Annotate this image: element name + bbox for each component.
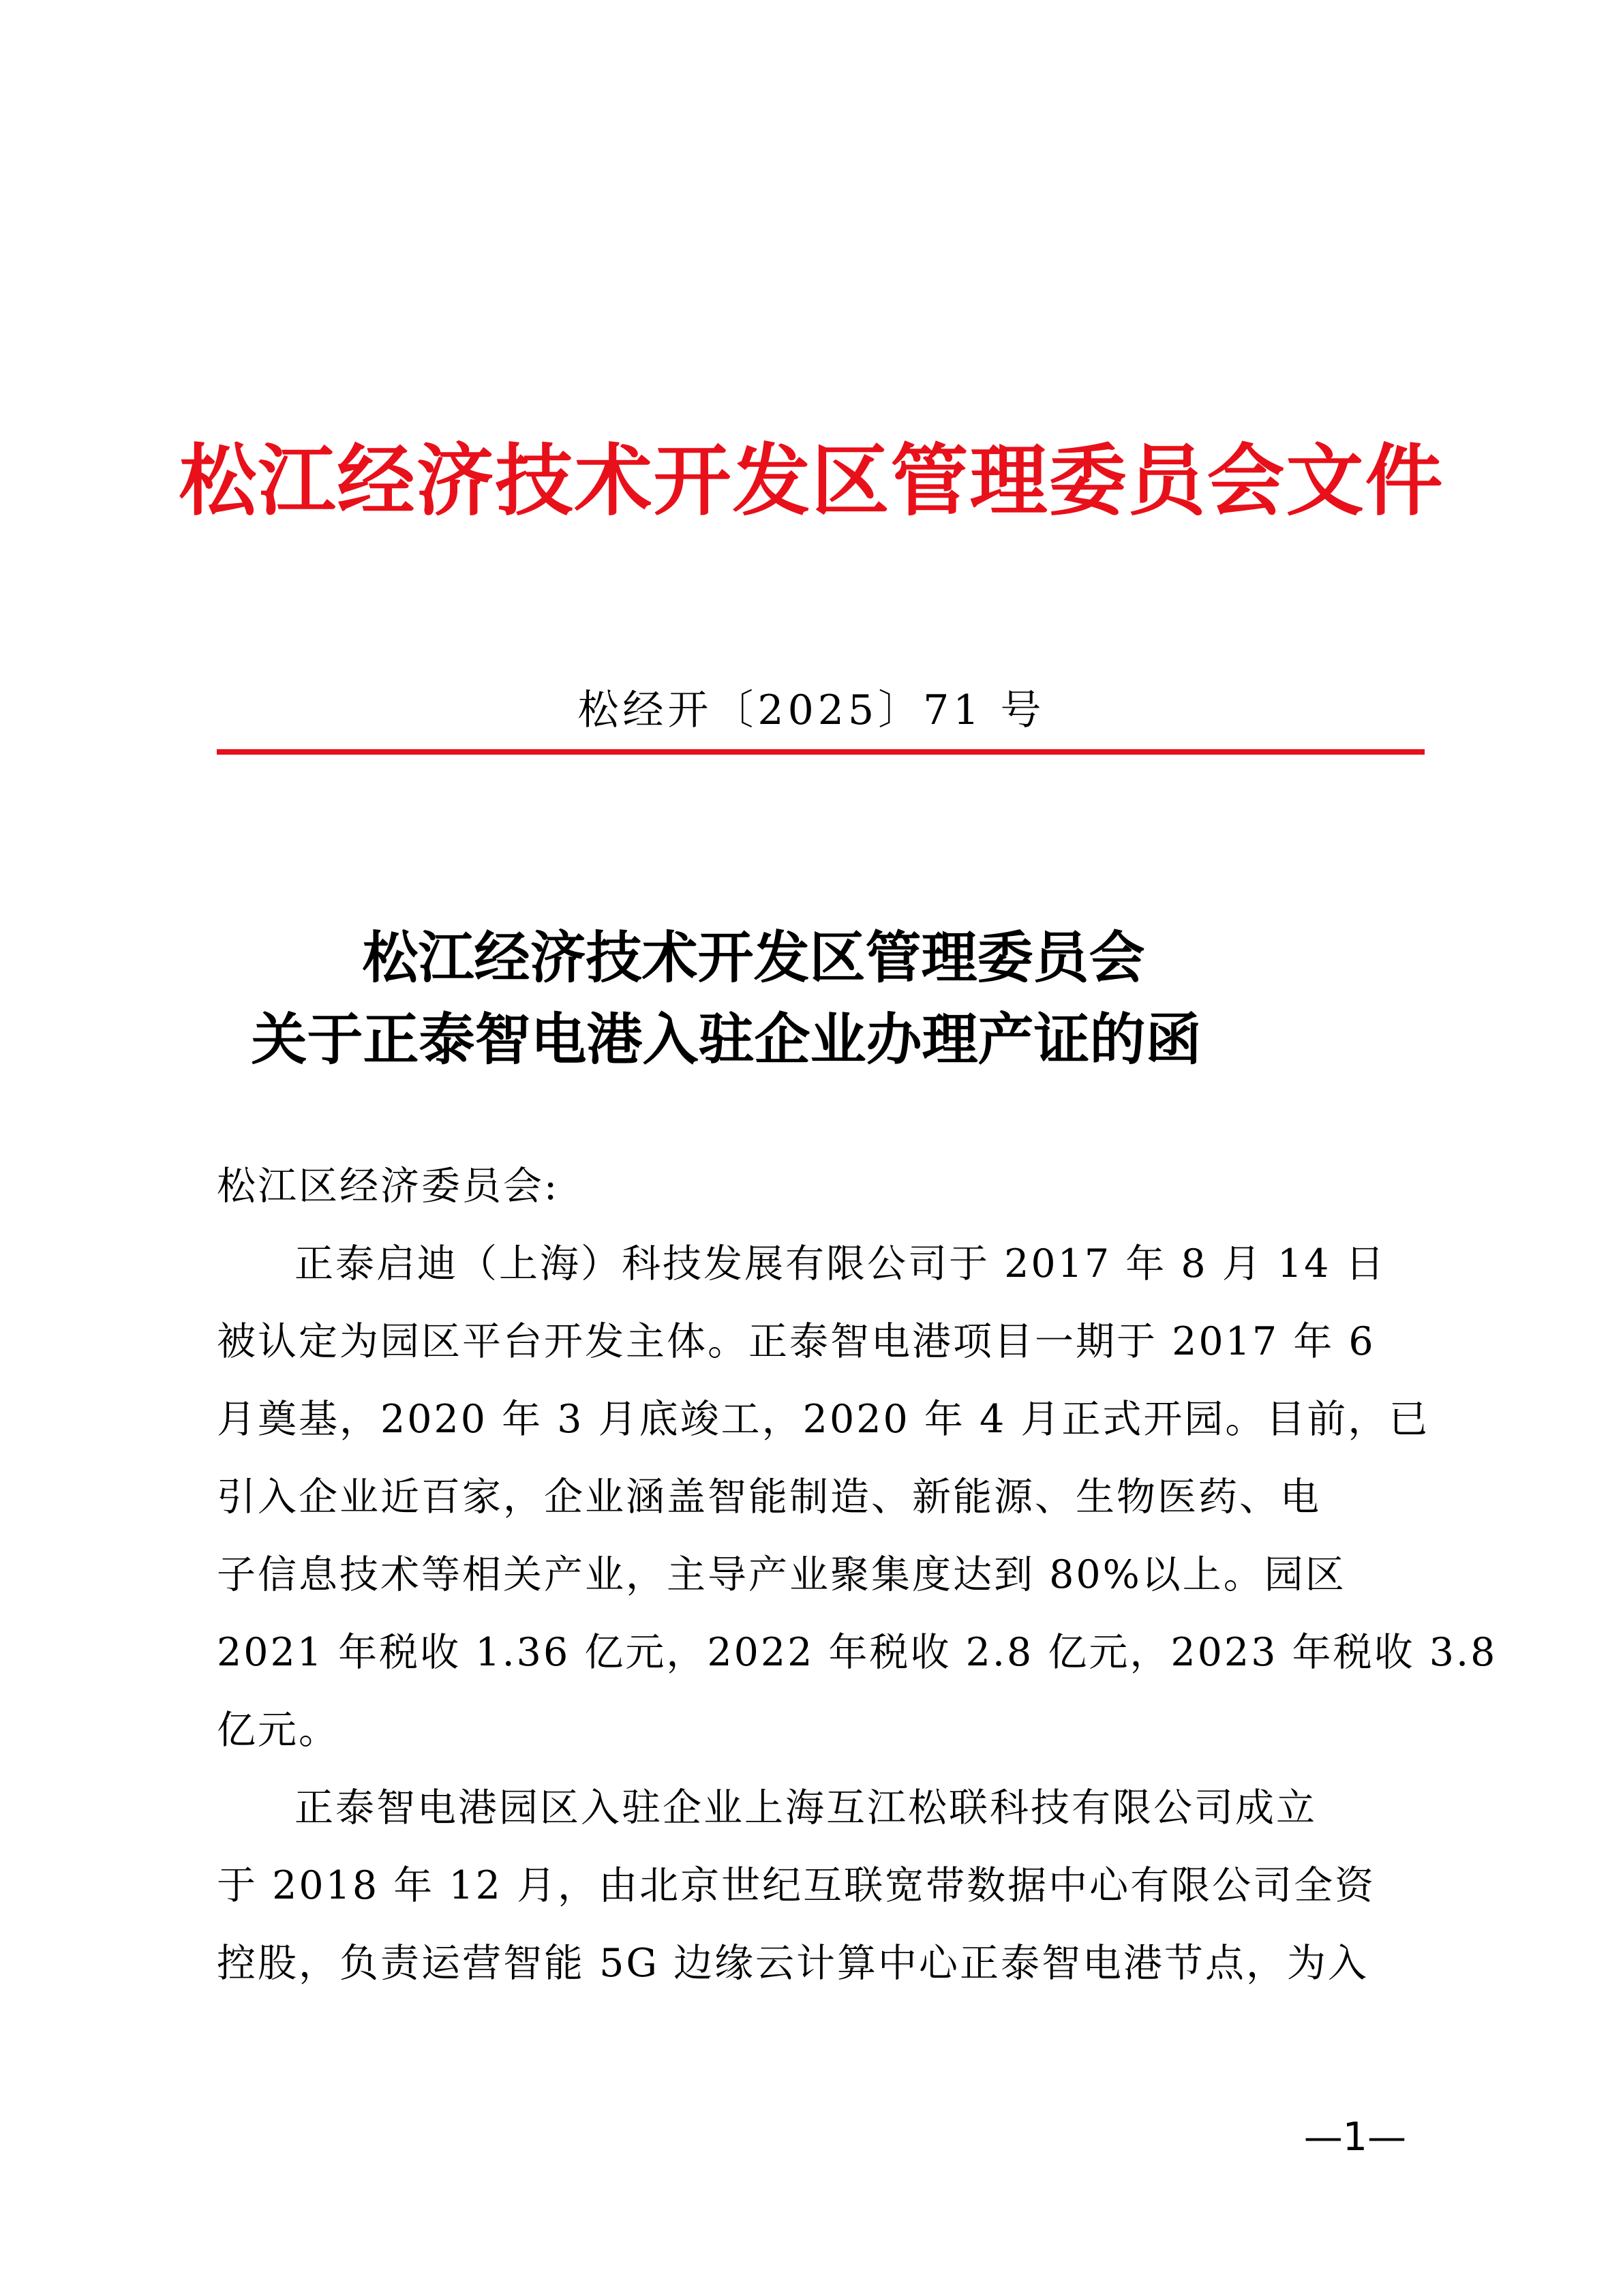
paragraph-2-line-1: 正泰智电港园区入驻企业上海互江松联科技有限公司成立 xyxy=(294,1785,1317,1830)
paragraph-2-line-3: 控股，负责运营智能 5G 边缘云计算中心正泰智电港节点，为入 xyxy=(217,1941,1369,1986)
paragraph-1-line-2: 被认定为园区平台开发主体。正泰智电港项目一期于 2017 年 6 xyxy=(217,1319,1376,1364)
paragraph-1-line-5: 子信息技术等相关产业，主导产业聚集度达到 80%以上。园区 xyxy=(217,1552,1346,1597)
issuer-title: 松江经济技术开发区管理委员会文件 xyxy=(179,435,1444,526)
salutation: 松江区经济委员会: xyxy=(217,1164,560,1209)
page-number: —1— xyxy=(1303,2115,1406,2160)
paragraph-1-line-4: 引入企业近百家，企业涵盖智能制造、新能源、生物医药、电 xyxy=(217,1475,1321,1520)
paragraph-1-line-6: 2021 年税收 1.36 亿元，2022 年税收 2.8 亿元，2023 年税收 3.8 xyxy=(217,1630,1498,1675)
paragraph-2-line-2: 于 2018 年 12 月，由北京世纪互联宽带数据中心有限公司全资 xyxy=(217,1863,1376,1908)
red-divider-line xyxy=(217,749,1425,755)
paragraph-1-line-3: 月奠基，2020 年 3 月底竣工，2020 年 4 月正式开园。目前，已 xyxy=(217,1397,1430,1442)
paragraph-1-line-7: 亿元。 xyxy=(217,1708,339,1753)
paragraph-1-line-1: 正泰启迪（上海）科技发展有限公司于 2017 年 8 月 14 日 xyxy=(294,1241,1386,1286)
letter-title-line-2: 关于正泰智电港入驻企业办理产证的函 xyxy=(251,1007,1202,1072)
letter-title-line-1: 松江经济技术开发区管理委员会 xyxy=(362,925,1145,991)
document-number: 松经开〔2025〕71 号 xyxy=(577,686,1046,734)
